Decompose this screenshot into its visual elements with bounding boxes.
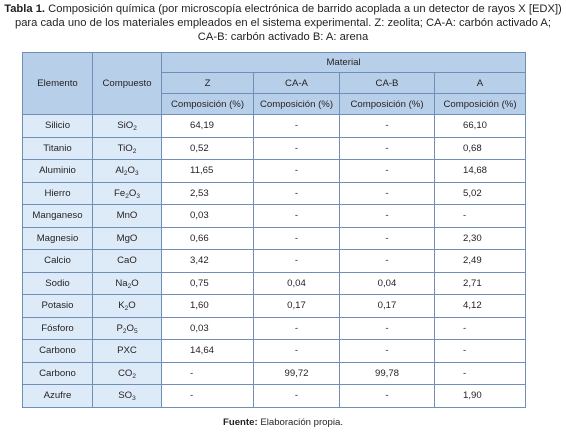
- formula-subscript: 2: [124, 305, 129, 313]
- cell-composicion: -: [435, 205, 526, 228]
- cell-compuesto: [93, 205, 162, 228]
- table-row: [23, 115, 526, 138]
- formula-text: SiO: [117, 120, 134, 132]
- cell-compuesto: [93, 115, 162, 138]
- cell-composicion: 0,68: [435, 137, 526, 160]
- cell-compuesto: [93, 250, 162, 273]
- cell-elemento: Sodio: [23, 272, 93, 295]
- header-material-z: Z: [162, 73, 254, 94]
- formula-subscript: 2: [122, 327, 127, 335]
- header-composicion: Composición (%): [162, 94, 254, 115]
- formula-text: O: [127, 165, 135, 177]
- cell-compuesto: [93, 272, 162, 295]
- cell-composicion: -: [340, 250, 435, 273]
- cell-composicion: 0,17: [254, 295, 340, 318]
- cell-composicion: 14,64: [162, 340, 254, 363]
- cell-composicion: 1,90: [435, 385, 526, 408]
- cell-composicion: 0,04: [254, 272, 340, 295]
- formula-text: K: [118, 300, 125, 312]
- table-row: [23, 182, 526, 205]
- cell-composicion: 3,42: [162, 250, 254, 273]
- cell-elemento: Magnesio: [23, 227, 93, 250]
- cell-elemento: Titanio: [23, 137, 93, 160]
- formula-text: O: [128, 300, 136, 312]
- formula-subscript: 2: [132, 372, 136, 380]
- cell-composicion: -: [162, 385, 254, 408]
- cell-composicion: 1,60: [162, 295, 254, 318]
- formula-text: MgO: [116, 232, 138, 244]
- cell-composicion: -: [254, 205, 340, 228]
- formula-text: MnO: [116, 210, 138, 222]
- formula-text: Fe: [114, 187, 126, 199]
- cell-composicion: -: [340, 385, 435, 408]
- table-row: [23, 250, 526, 273]
- cell-compuesto: [93, 160, 162, 183]
- cell-composicion: -: [162, 362, 254, 385]
- table-row: [23, 385, 526, 408]
- cell-composicion: -: [254, 227, 340, 250]
- cell-composicion: 0,66: [162, 227, 254, 250]
- caption-label: Tabla 1.: [4, 3, 46, 15]
- cell-elemento: Potasio: [23, 295, 93, 318]
- header-composicion: Composición (%): [340, 94, 435, 115]
- header-material: Material: [162, 53, 526, 73]
- cell-composicion: -: [435, 317, 526, 340]
- cell-composicion: -: [340, 340, 435, 363]
- cell-composicion: -: [254, 137, 340, 160]
- cell-composicion: 11,65: [162, 160, 254, 183]
- header-material-ca-b: CA-B: [340, 73, 435, 94]
- formula-subscript: 3: [132, 395, 136, 403]
- formula-text: Na: [115, 277, 128, 289]
- cell-composicion: -: [340, 115, 435, 138]
- cell-compuesto: [93, 317, 162, 340]
- table-row: [23, 205, 526, 228]
- source-note: [0, 417, 566, 428]
- source-label: Fuente:: [223, 417, 258, 428]
- formula-text: O: [126, 322, 134, 334]
- cell-composicion: -: [340, 317, 435, 340]
- formula-text: SO: [118, 390, 133, 402]
- cell-elemento: Calcio: [23, 250, 93, 273]
- cell-composicion: 64,19: [162, 115, 254, 138]
- cell-compuesto: [93, 362, 162, 385]
- table-row: [23, 362, 526, 385]
- cell-compuesto: [93, 227, 162, 250]
- cell-composicion: -: [435, 340, 526, 363]
- cell-compuesto: [93, 137, 162, 160]
- cell-elemento: Carbono: [23, 340, 93, 363]
- cell-composicion: -: [254, 385, 340, 408]
- cell-composicion: 0,52: [162, 137, 254, 160]
- cell-composicion: -: [340, 137, 435, 160]
- cell-composicion: -: [340, 205, 435, 228]
- cell-elemento: Silicio: [23, 115, 93, 138]
- formula-subscript: 2: [133, 125, 137, 133]
- cell-composicion: 0,03: [162, 205, 254, 228]
- table-row: [23, 227, 526, 250]
- formula-text: O: [131, 277, 139, 289]
- cell-elemento: Carbono: [23, 362, 93, 385]
- table-row: [23, 317, 526, 340]
- header-material-ca-a: CA-A: [254, 73, 340, 94]
- formula-text: P: [116, 322, 123, 334]
- cell-composicion: -: [254, 160, 340, 183]
- caption-text: Composición química (por microscopía electrónica de barrido acoplada a un detector de rayos X [EDX]) para cada uno de los materiales empleados en el sistema experimental. Z: zeolita; CA-A: carbón activado A; CA-B: carbón activado B: A: arena: [14, 3, 562, 43]
- table-caption: [4, 2, 562, 44]
- source-text: Elaboración propia.: [257, 417, 343, 428]
- formula-subscript: 2: [127, 282, 132, 290]
- cell-composicion: -: [254, 115, 340, 138]
- formula-subscript: 3: [135, 170, 139, 178]
- cell-composicion: 2,71: [435, 272, 526, 295]
- cell-composicion: -: [340, 227, 435, 250]
- cell-composicion: 0,75: [162, 272, 254, 295]
- table-row: [23, 137, 526, 160]
- cell-composicion: 99,78: [340, 362, 435, 385]
- formula-subscript: 3: [136, 192, 140, 200]
- cell-composicion: -: [340, 160, 435, 183]
- cell-composicion: -: [340, 182, 435, 205]
- cell-composicion: 99,72: [254, 362, 340, 385]
- cell-elemento: Manganeso: [23, 205, 93, 228]
- cell-elemento: Aluminio: [23, 160, 93, 183]
- formula-subscript: 5: [133, 327, 138, 335]
- header-material-a: A: [435, 73, 526, 94]
- formula-subscript: 2: [123, 170, 128, 178]
- cell-composicion: -: [254, 317, 340, 340]
- cell-composicion: 66,10: [435, 115, 526, 138]
- cell-elemento: Fósforo: [23, 317, 93, 340]
- cell-composicion: 2,53: [162, 182, 254, 205]
- formula-subscript: 2: [132, 147, 137, 155]
- table-row: [23, 340, 526, 363]
- cell-composicion: 0,04: [340, 272, 435, 295]
- cell-compuesto: [93, 385, 162, 408]
- formula-text: CO: [117, 367, 133, 379]
- cell-elemento: Hierro: [23, 182, 93, 205]
- cell-compuesto: [93, 295, 162, 318]
- cell-composicion: 0,17: [340, 295, 435, 318]
- header-composicion: Composición (%): [435, 94, 526, 115]
- formula-text: Al: [115, 165, 124, 177]
- table-row: [23, 160, 526, 183]
- cell-compuesto: [93, 340, 162, 363]
- header-composicion: Composición (%): [254, 94, 340, 115]
- composition-table: [22, 52, 526, 408]
- formula-text: CaO: [117, 255, 137, 267]
- cell-composicion: -: [254, 340, 340, 363]
- table-body: [23, 115, 526, 408]
- cell-elemento: Azufre: [23, 385, 93, 408]
- cell-composicion: 5,02: [435, 182, 526, 205]
- cell-composicion: -: [435, 362, 526, 385]
- formula-subscript: 2: [125, 192, 129, 200]
- cell-composicion: -: [254, 250, 340, 273]
- header-compuesto: Compuesto: [93, 53, 162, 115]
- formula-text: O: [128, 187, 137, 199]
- cell-composicion: -: [254, 182, 340, 205]
- cell-composicion: 14,68: [435, 160, 526, 183]
- header-elemento: Elemento: [23, 53, 93, 115]
- table-row: [23, 295, 526, 318]
- formula-text: TiO: [117, 142, 133, 154]
- table-row: [23, 272, 526, 295]
- cell-composicion: 0,03: [162, 317, 254, 340]
- cell-compuesto: [93, 182, 162, 205]
- formula-text: PXC: [117, 345, 137, 357]
- cell-composicion: 2,30: [435, 227, 526, 250]
- cell-composicion: 2,49: [435, 250, 526, 273]
- cell-composicion: 4,12: [435, 295, 526, 318]
